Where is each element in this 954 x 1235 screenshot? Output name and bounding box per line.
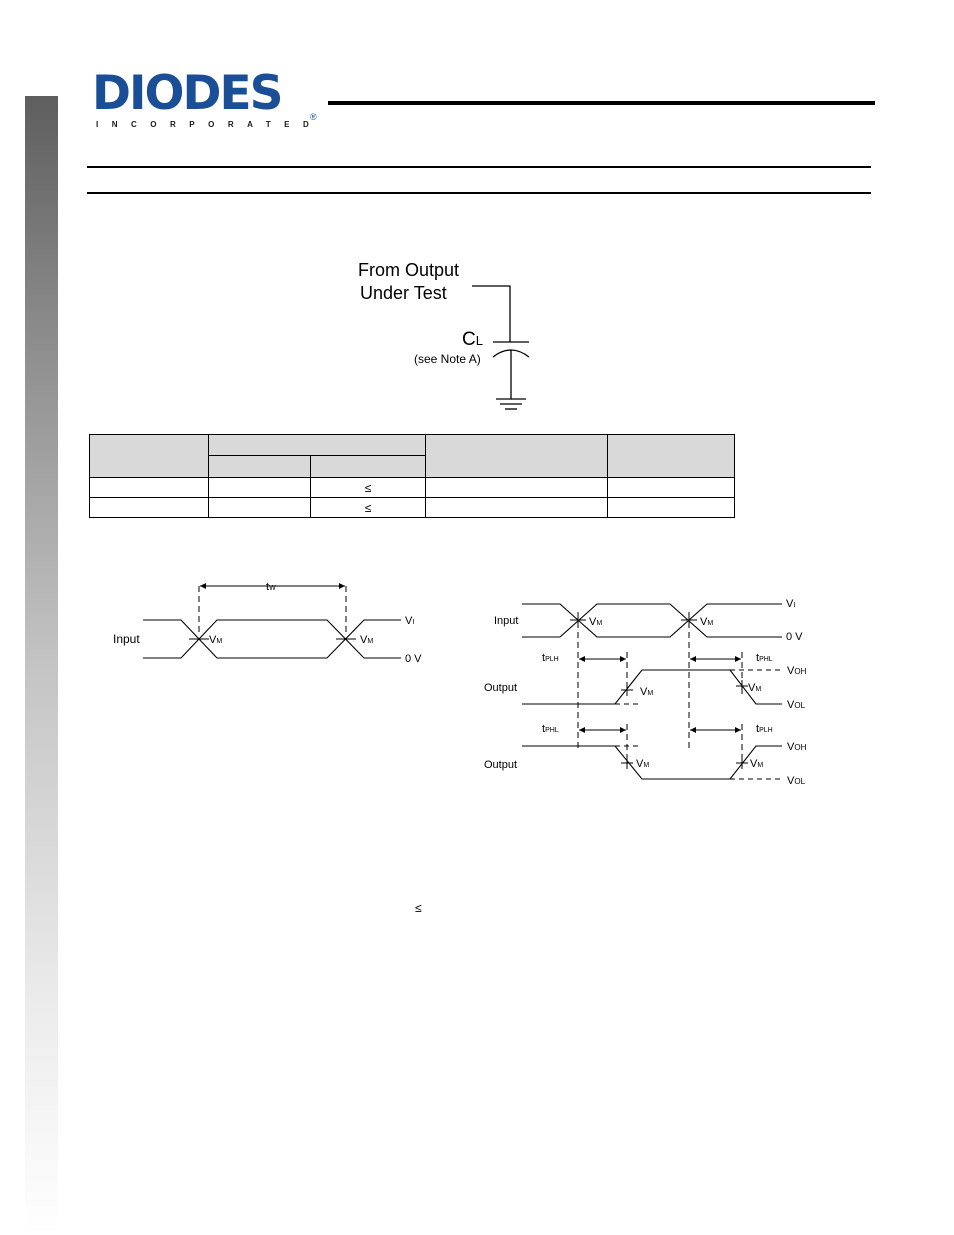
capacitor-note: (see Note A) [414, 352, 481, 366]
output-waveform-1 [522, 670, 782, 704]
logo-registered-mark: ® [310, 112, 317, 122]
vm-label: VM [640, 686, 654, 698]
vol-label: VOL [787, 699, 806, 711]
vm-label: VM [700, 616, 714, 628]
logo-wordmark: DIODES [92, 66, 282, 121]
tplh-label: tPLH [542, 652, 559, 664]
vm-label: VM [209, 634, 223, 646]
zero-volt-label: 0 V [405, 653, 422, 665]
table-cell: ≤ [311, 478, 426, 498]
load-circuit-label-line1: From Output [358, 260, 460, 280]
zero-volt-label: 0 V [786, 631, 803, 643]
input-waveform-upper [522, 604, 782, 637]
vm-label: VM [636, 758, 650, 770]
vi-label: VI [405, 615, 415, 627]
tphl-label: tPHL [756, 652, 773, 664]
table-cell: ≤ [311, 498, 426, 518]
vm-label: VM [748, 682, 762, 694]
load-circuit-label-line2: Under Test [360, 283, 447, 303]
input-label: Input [113, 632, 140, 646]
propagation-delay-waveforms [484, 598, 807, 787]
tplh-label: tPLH [756, 723, 773, 735]
input-label: Input [494, 615, 519, 627]
vm-label: VM [360, 634, 374, 646]
logo-incorporated: INCORPORATED [96, 120, 323, 129]
output-label: Output [484, 759, 518, 771]
output-label: Output [484, 682, 518, 694]
input-waveform-lower [522, 604, 782, 637]
tw-label: tW [266, 581, 276, 593]
note-symbol: ≤ [415, 901, 422, 915]
tphl-label: tPHL [542, 723, 559, 735]
vi-label: VI [786, 598, 796, 610]
pulse-width-waveform [113, 581, 422, 665]
vm-label: VM [750, 758, 764, 770]
voh-label: VOH [787, 741, 807, 753]
voh-label: VOH [787, 665, 807, 677]
vm-label: VM [589, 616, 603, 628]
capacitor-label: CL [462, 329, 483, 350]
vol-label: VOL [787, 775, 806, 787]
